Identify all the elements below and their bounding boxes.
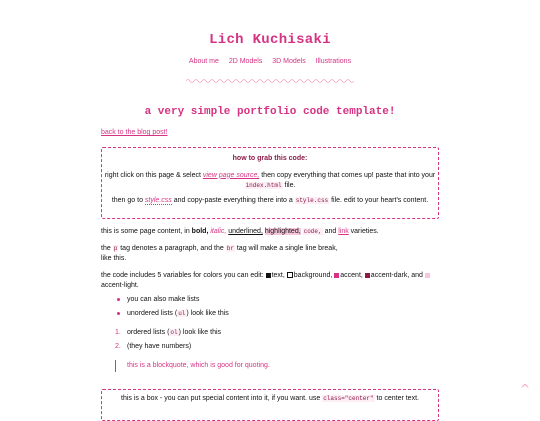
list-item-text: ) look like this — [186, 309, 229, 317]
list-item-text: you can also make lists — [127, 296, 200, 303]
list-item-text: ) look like this — [178, 329, 222, 336]
text: accent-dark, and — [370, 272, 423, 279]
list-item-text: ordered lists ( — [127, 329, 170, 336]
content-paragraph-1 — [101, 227, 441, 237]
class-center-code: class="center" — [323, 395, 374, 402]
text: file. — [282, 181, 296, 189]
text: like this. — [101, 254, 127, 262]
accent-dark-color-swatch — [365, 273, 370, 278]
nav-2d-models[interactable]: 2D Models — [228, 58, 263, 65]
list-item-text: unordered lists ( — [127, 309, 178, 317]
site-title: Lich Kuchisaki — [209, 32, 331, 48]
text: the code includes 5 variables for colors you can edit: — [101, 272, 266, 279]
text: text, — [271, 272, 285, 279]
squiggle-divider — [186, 78, 354, 84]
link-text[interactable]: link — [338, 228, 349, 235]
index-html-code: index.html — [245, 181, 282, 189]
highlighted-text: highlighted, — [264, 228, 301, 235]
bullet-icon — [117, 298, 120, 301]
text: tag will make a single line break, — [234, 245, 338, 252]
text: and copy-paste everything there into a — [171, 197, 295, 205]
nav-about-me[interactable]: About me — [188, 58, 219, 65]
br-tag-code: br — [226, 245, 234, 252]
page-subtitle: a very simple portfolio code template! — [144, 106, 396, 118]
text: to center text. — [374, 395, 419, 402]
grab-code-heading: how to grab this code: — [232, 155, 308, 162]
text: right click on this page & select — [104, 171, 203, 179]
text: file. edit to your heart's content. — [329, 197, 429, 205]
grab-code-line1 — [102, 171, 438, 191]
text: then go to — [111, 197, 145, 205]
content-paragraph-2 — [101, 244, 441, 264]
grab-code-box — [101, 147, 439, 219]
accent-light-color-swatch — [425, 273, 430, 278]
grab-code-line2 — [102, 196, 438, 206]
back-to-top-icon[interactable]: ^ — [520, 382, 531, 396]
blockquote: this is a blockquote, which is good for quoting. — [115, 360, 270, 372]
style-css-code: style.css — [295, 197, 329, 205]
text: accent-light. — [101, 281, 139, 289]
p-tag-code: p — [113, 245, 118, 252]
ul-code: ul — [178, 309, 186, 317]
style-css-link[interactable]: style.css — [144, 197, 172, 205]
center-box — [101, 389, 439, 421]
main-nav — [0, 57, 540, 67]
code-text: code, — [303, 228, 322, 235]
italic-text: italic, — [210, 228, 227, 235]
list-number: 1. — [115, 329, 121, 336]
view-source-link[interactable]: view page source, — [202, 171, 260, 179]
text: background, — [293, 272, 333, 279]
text: tag denotes a paragraph, and the — [118, 245, 226, 252]
list-item — [101, 295, 229, 305]
text: and — [322, 228, 339, 235]
nav-illustrations[interactable]: Illustrations — [315, 58, 352, 65]
text: accent, — [340, 272, 363, 279]
bullet-icon — [117, 312, 120, 315]
text-color-swatch — [266, 273, 271, 278]
ordered-list — [101, 328, 221, 356]
list-item — [101, 328, 221, 338]
list-item-text: (they have numbers) — [127, 342, 192, 350]
background-color-swatch — [287, 272, 293, 278]
list-number: 2. — [115, 342, 121, 350]
unordered-list — [101, 295, 229, 323]
underlined-text: underlined, — [228, 228, 263, 235]
center-box-text — [102, 394, 438, 404]
text: varieties. — [348, 228, 379, 235]
list-item — [101, 342, 221, 352]
back-to-blog-link[interactable]: back to the blog post! — [101, 129, 168, 136]
nav-3d-models[interactable]: 3D Models — [272, 58, 306, 65]
text: the — [101, 245, 113, 252]
text: this is some page content, in — [101, 228, 192, 235]
bold-text: bold, — [191, 228, 209, 235]
content-paragraph-3 — [101, 271, 441, 291]
ol-code: ol — [170, 329, 178, 336]
list-item — [101, 309, 229, 319]
text: then copy everything that comes up! paste that into your — [259, 171, 436, 179]
text: this is a box - you can put special content into it, if you want. use — [121, 395, 323, 402]
accent-color-swatch — [334, 273, 339, 278]
